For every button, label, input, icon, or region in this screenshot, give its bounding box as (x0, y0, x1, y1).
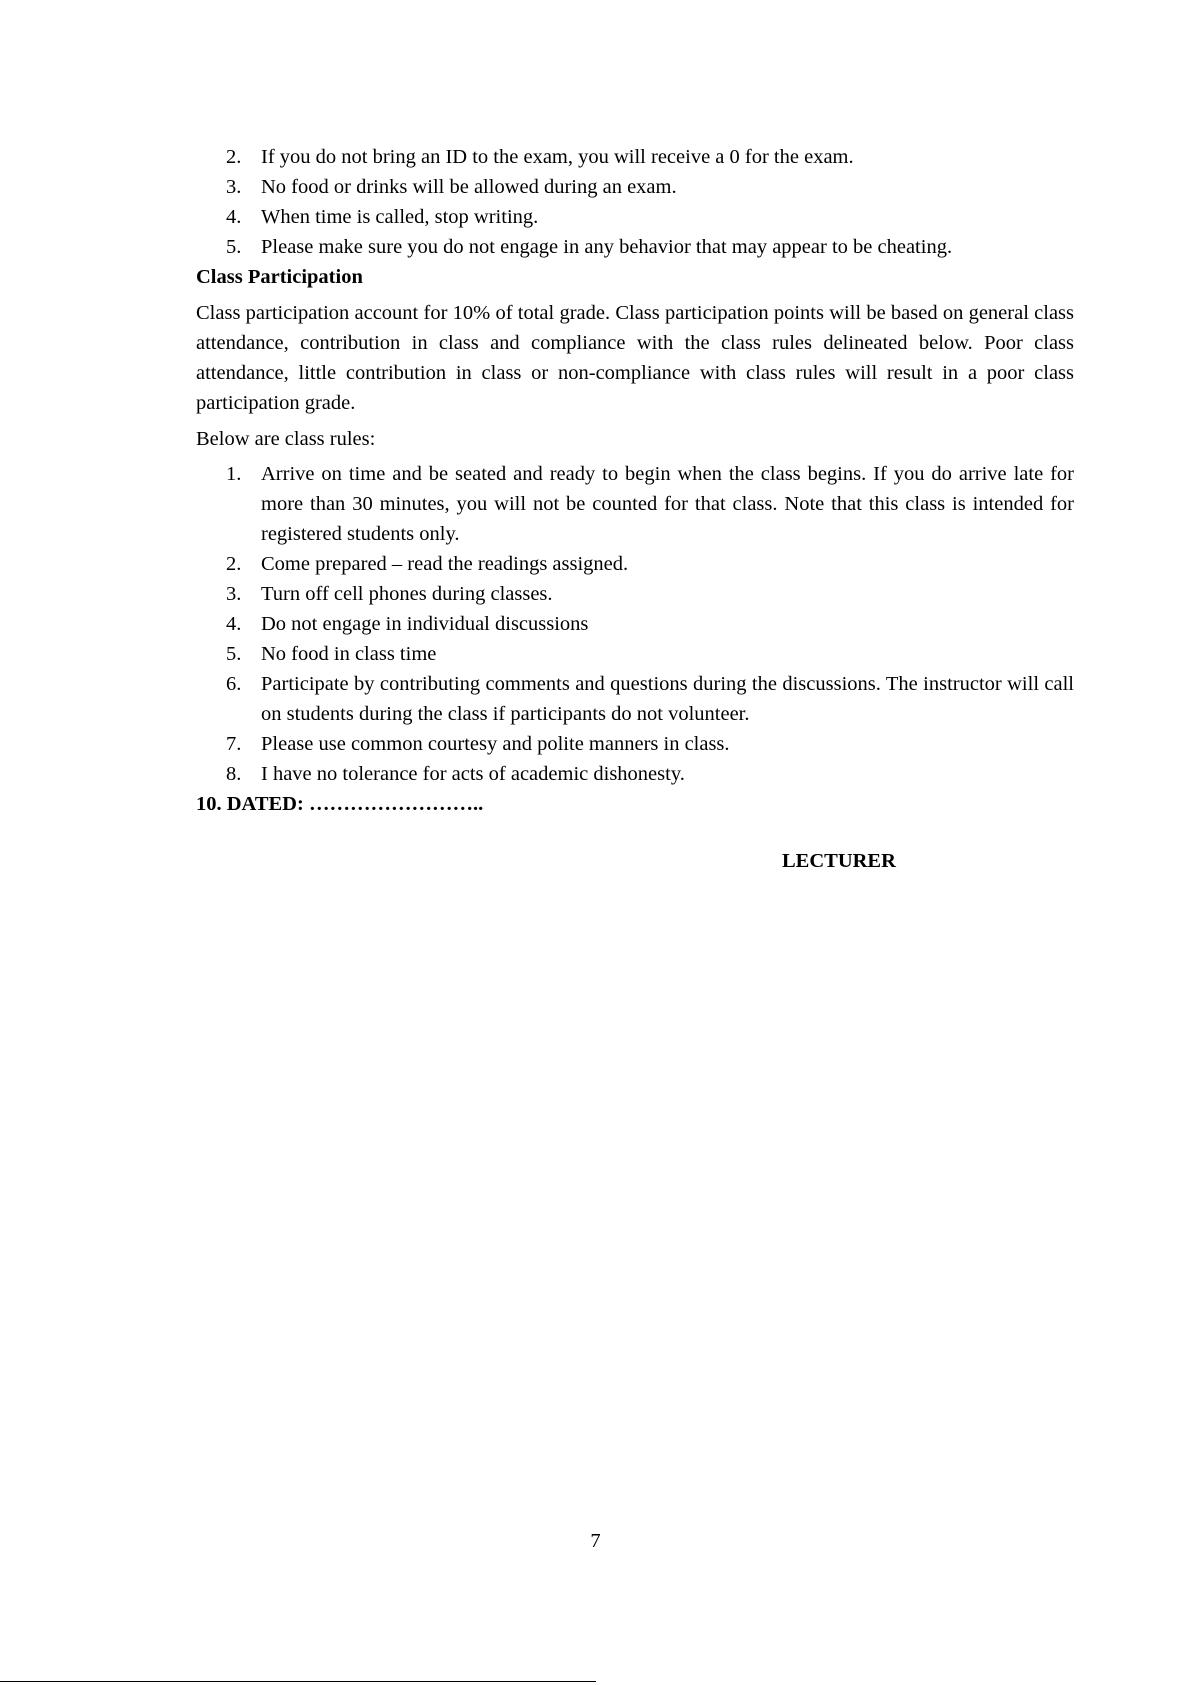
list-item-number: 6. (226, 673, 242, 695)
list-item-text: Participate by contributing comments and questions during the discussions. The instructor will call on students during the class if participants do not volunteer. (261, 673, 1074, 725)
list-item-text: If you do not bring an ID to the exam, you will receive a 0 for the exam. (261, 146, 854, 168)
list-item (196, 232, 1074, 262)
signature-label: LECTURER (782, 850, 896, 872)
list-item (196, 549, 1074, 579)
list-item-number: 1. (226, 463, 242, 485)
list-item (196, 609, 1074, 639)
list-item-text: Please make sure you do not engage in any behavior that may appear to be cheating. (261, 236, 953, 258)
list-item-text: Please use common courtesy and polite manners in class. (261, 733, 730, 755)
class-rules-list (196, 459, 1074, 789)
list-item (196, 729, 1074, 759)
list-item-number: 2. (226, 553, 242, 575)
list-item-text: Arrive on time and be seated and ready to begin when the class begins. If you do arrive late for more than 30 minutes, you will not be counted for that class. Note that this class is intended for registered students only. (261, 463, 1074, 545)
class-participation-heading: Class Participation (196, 266, 363, 288)
list-item (196, 759, 1074, 789)
list-item (196, 459, 1074, 549)
list-item (196, 202, 1074, 232)
list-item-number: 2. (226, 146, 242, 168)
page-number: 7 (590, 1530, 601, 1552)
list-item (196, 639, 1074, 669)
footnote-divider (0, 1681, 596, 1682)
list-item-number: 4. (226, 206, 242, 228)
list-item (196, 142, 1074, 172)
list-item-text: No food or drinks will be allowed during an exam. (261, 176, 677, 198)
page-content (196, 142, 1074, 819)
class-participation-paragraph: Class participation account for 10% of total grade. Class participation points will be based on general class attendance, contribution in class and compliance with the class rules delineated below. Poor class attendance, little contribution in class or non-compliance with class rules will result in a poor class participation grade. (196, 302, 1074, 414)
list-item (196, 172, 1074, 202)
list-item-number: 7. (226, 733, 242, 755)
list-item-number: 5. (226, 643, 242, 665)
list-item-text: No food in class time (261, 643, 437, 665)
list-item-number: 3. (226, 583, 242, 605)
list-item-number: 5. (226, 236, 242, 258)
list-item-text: Turn off cell phones during classes. (261, 583, 553, 605)
list-item-number: 4. (226, 613, 242, 635)
list-item (196, 669, 1074, 729)
list-item (196, 579, 1074, 609)
list-item-text: Do not engage in individual discussions (261, 613, 589, 635)
dated-line: 10. DATED: …………………….. (196, 793, 484, 815)
list-item-number: 8. (226, 763, 242, 785)
exam-rules-list (196, 142, 1074, 262)
list-item-text: When time is called, stop writing. (261, 206, 539, 228)
list-item-text: Come prepared – read the readings assigned. (261, 553, 629, 575)
class-rules-intro: Below are class rules: (196, 428, 376, 450)
list-item-text: I have no tolerance for acts of academic dishonesty. (261, 763, 685, 785)
list-item-number: 3. (226, 176, 242, 198)
